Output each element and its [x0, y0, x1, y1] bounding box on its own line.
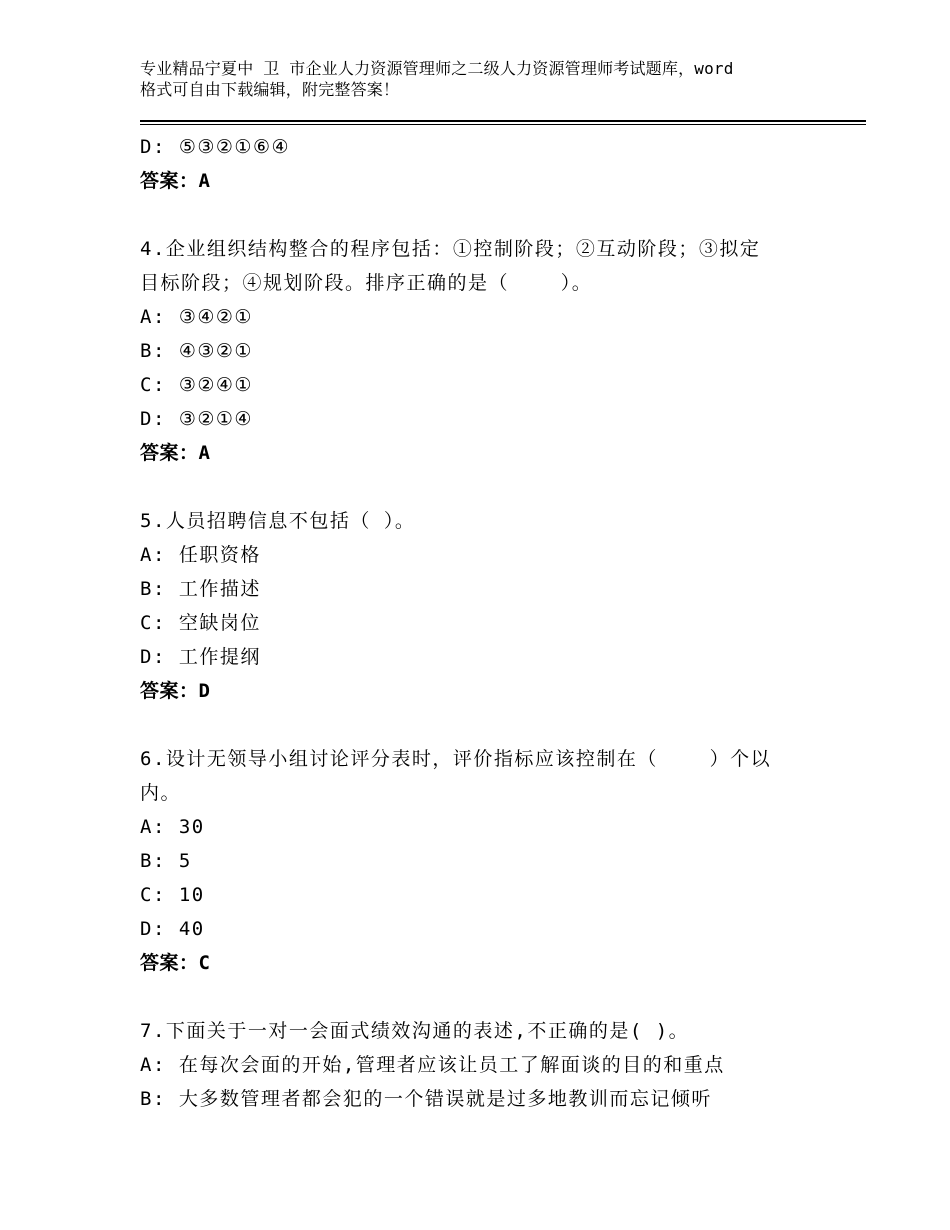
option-a: A: 任职资格 [140, 544, 261, 566]
spacer [140, 708, 840, 742]
answer-label: 答案：C [140, 952, 211, 974]
option-b: B: 工作描述 [140, 578, 261, 600]
question-6 [140, 742, 840, 980]
question-5 [140, 504, 840, 708]
answer-label: 答案：A [140, 442, 211, 464]
header-divider-thick [140, 120, 866, 122]
question-stem: 4.企业组织结构整合的程序包括：①控制阶段；②互动阶段；③拟定 [140, 238, 761, 260]
option-b: B: 大多数管理者都会犯的一个错误就是过多地教训而忘记倾听 [140, 1088, 712, 1110]
spacer [140, 198, 840, 232]
spacer [140, 470, 840, 504]
header-divider-thin [140, 124, 866, 125]
header-line-2: 格式可自由下载编辑，附完整答案！ [140, 80, 400, 99]
option-c: C: 10 [140, 884, 205, 906]
page-header [140, 58, 840, 100]
question-stem: 6.设计无领导小组讨论评分表时，评价指标应该控制在（ ）个以 [140, 748, 772, 770]
answer-label: 答案：A [140, 170, 211, 192]
option-b: B: 5 [140, 850, 192, 872]
option-d: D: 40 [140, 918, 205, 940]
spacer [140, 980, 840, 1014]
question-stem-continued: 目标阶段；④规划阶段。排序正确的是（ ）。 [140, 272, 593, 294]
question-3-tail [140, 130, 840, 198]
option-d: D: ③②①④ [140, 408, 253, 430]
header-line-1: 专业精品宁夏中 卫 市企业人力资源管理师之二级人力资源管理师考试题库，word [140, 59, 734, 78]
option-a: A: ③④②① [140, 306, 253, 328]
option-a: A: 30 [140, 816, 205, 838]
option-d: D: ⑤③②①⑥④ [140, 136, 291, 158]
question-7 [140, 1014, 840, 1116]
question-stem: 5.人员招聘信息不包括（ ）。 [140, 510, 416, 532]
option-b: B: ④③②① [140, 340, 253, 362]
question-content [140, 130, 840, 1116]
answer-label: 答案：D [140, 680, 211, 702]
question-stem-continued: 内。 [140, 782, 182, 804]
option-d: D: 工作提纲 [140, 646, 261, 668]
option-a: A: 在每次会面的开始,管理者应该让员工了解面谈的目的和重点 [140, 1054, 725, 1076]
question-stem: 7.下面关于一对一会面式绩效沟通的表述,不正确的是( )。 [140, 1020, 690, 1042]
option-c: C: ③②④① [140, 374, 253, 396]
option-c: C: 空缺岗位 [140, 612, 261, 634]
question-4 [140, 232, 840, 470]
